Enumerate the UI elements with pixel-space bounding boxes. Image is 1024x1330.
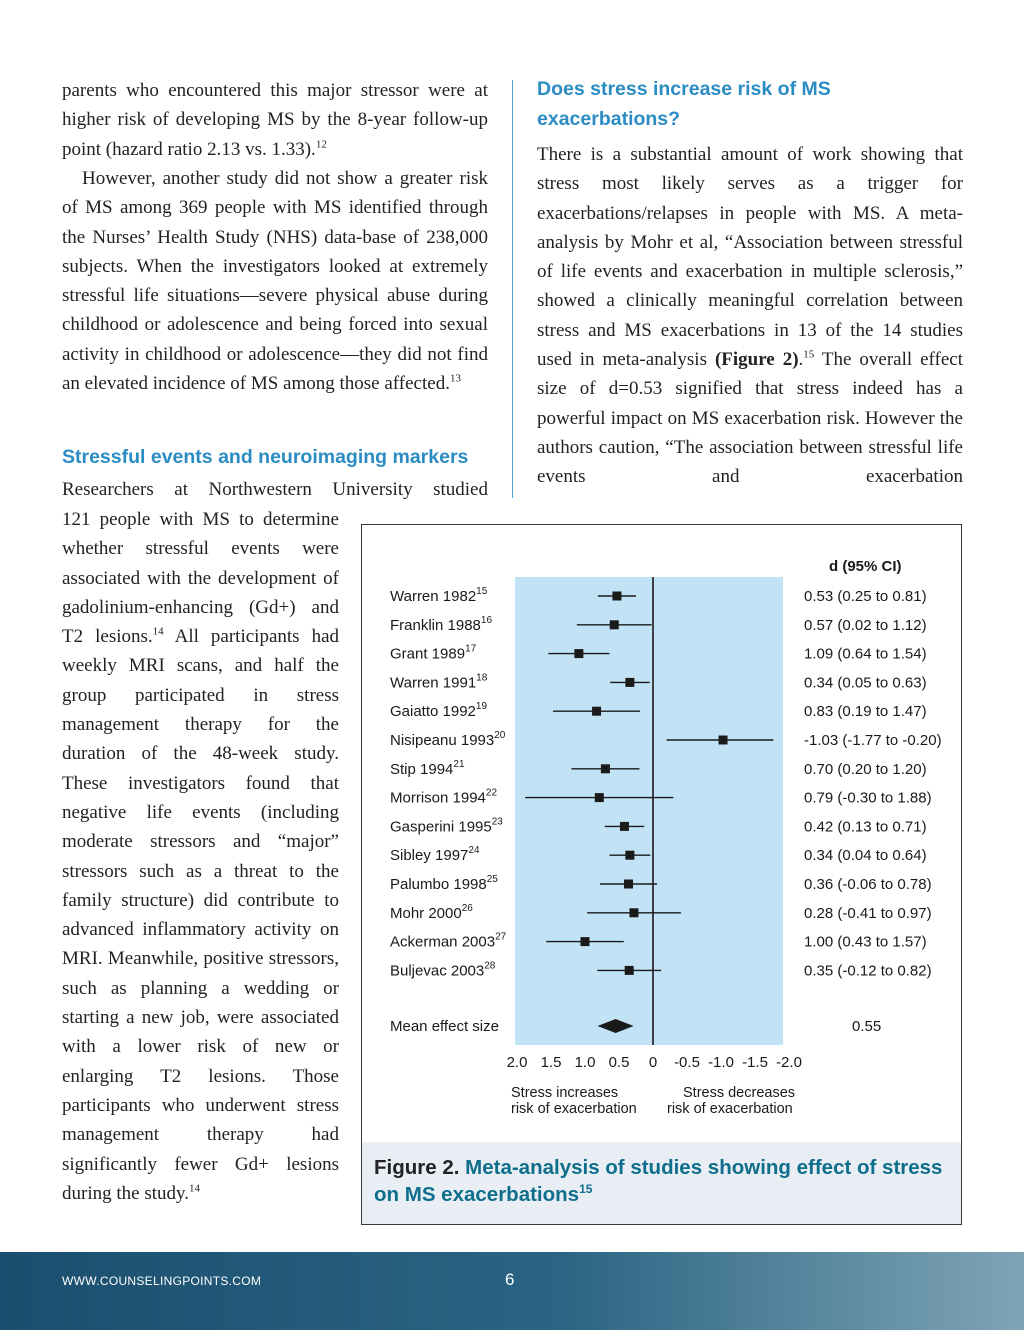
figure-caption-ref: 15 <box>579 1182 593 1197</box>
ci-value: 0.42 (0.13 to 0.71) <box>804 818 927 836</box>
study-label: Ackerman 2003$^{27}$ <box>390 931 507 951</box>
summary-value: 0.55 <box>852 1018 882 1035</box>
ci-value: 0.70 (0.20 to 1.20) <box>804 760 927 778</box>
effect-marker <box>625 678 634 687</box>
figure-2 <box>361 524 962 1225</box>
study-label: Buljevac 2003$^{28}$ <box>390 960 496 980</box>
left-paragraph-3-line: Researchers at Northwestern University studied <box>62 479 488 500</box>
page-footer <box>0 1252 1024 1330</box>
effect-marker <box>595 793 604 802</box>
ci-value: 0.57 (0.02 to 1.12) <box>804 616 927 634</box>
footer-url[interactable]: WWW.COUNSELINGPOINTS.COM <box>62 1274 262 1288</box>
ci-value: -1.03 (-1.77 to -0.20) <box>804 732 942 749</box>
x-tick-label: 2.0 <box>506 1054 528 1071</box>
study-label: Sibley 1997$^{24}$ <box>390 845 480 865</box>
effect-marker <box>601 764 610 773</box>
effect-marker <box>629 908 638 917</box>
axis-label-increases-line1: Stress increases <box>511 1085 619 1101</box>
study-label: Nisipeanu 1993$^{20}$ <box>390 730 506 749</box>
ci-value: 0.36 (-0.06 to 0.78) <box>804 876 932 893</box>
effect-marker <box>625 966 634 975</box>
ci-value: 1.00 (0.43 to 1.57) <box>804 933 927 951</box>
x-tick-label: 1.0 <box>574 1054 596 1071</box>
figure-caption-text: Meta-analysis of studies showing effect of stress on MS exacerbations <box>374 1156 943 1206</box>
study-label: Warren 1991$^{18}$ <box>390 672 488 692</box>
study-label: Grant 1989$^{17}$ <box>390 643 477 663</box>
page-number: 6 <box>505 1270 515 1289</box>
summary-label: Mean effect size <box>390 1018 499 1035</box>
study-label: Franklin 1988$^{16}$ <box>390 614 493 634</box>
plot-band <box>515 577 783 1045</box>
effect-marker <box>592 707 601 716</box>
effect-marker <box>625 851 634 860</box>
x-tick-label: -2.0 <box>776 1054 802 1071</box>
effect-marker <box>719 736 728 745</box>
x-tick-label: 0.5 <box>608 1054 630 1071</box>
ci-value: 0.53 (0.25 to 0.81) <box>804 588 927 605</box>
x-tick-label: -1.5 <box>742 1054 768 1071</box>
effect-marker <box>574 649 583 658</box>
figure-caption <box>362 1142 961 1224</box>
x-tick-label: 0 <box>648 1054 658 1071</box>
axis-label-increases-line2: risk of exacerbation <box>511 1101 637 1117</box>
left-paragraph-1: parents who encountered this major stressor were at higher risk of developing MS by the 8-year follow-up point (hazard ratio 2.13 vs. 1.33).$^{12}$ <box>62 80 488 160</box>
axis-label-decreases-line1: Stress decreases <box>683 1085 796 1101</box>
x-tick-label: -1.0 <box>708 1054 734 1071</box>
x-tick-label: 1.5 <box>540 1054 562 1071</box>
ci-column-header: d (95% CI) <box>829 558 902 575</box>
study-label: Palumbo 1998$^{25}$ <box>390 874 498 893</box>
column-divider <box>512 80 513 498</box>
effect-marker <box>624 880 633 889</box>
study-label: Gaiatto 1992$^{19}$ <box>390 701 488 721</box>
effect-marker <box>620 822 629 831</box>
section-heading-neuroimaging: Stressful events and neuroimaging markers <box>62 446 469 468</box>
left-paragraph-3-narrow: 121 people with MS to determine whether stressful events were associated with the development of gadolinium-enhancing (Gd+) and T2 lesions.$^{14}$ All participants had weekly MRI scans, and half the group participated in stress management therapy for the duration of the 48-week study. These investigators found that negative life events (including moderate stressors and “major” stressors such as a threat to the family structure) did contribute to advanced inflammatory activity on MRI. Meanwhile, positive stressors, such as planning a wedding or starting a new job, were associated with a lower risk of new or enlarging T2 lesions. Those participants who underwent stress management therapy had significantly fewer Gd+ lesions during the study.$^{14}$ <box>62 509 339 1204</box>
study-label: Stip 1994$^{21}$ <box>390 758 465 778</box>
ci-value: 0.28 (-0.41 to 0.97) <box>804 904 932 922</box>
ci-value: 0.83 (0.19 to 1.47) <box>804 703 927 721</box>
effect-marker <box>581 937 590 946</box>
section-heading-exacerbations: Does stress increase risk of MS exacerbations? <box>537 78 831 130</box>
effect-marker <box>612 592 621 601</box>
ci-value: 0.34 (0.04 to 0.64) <box>804 847 927 865</box>
forest-plot <box>362 525 960 1143</box>
study-label: Gasperini 1995$^{23}$ <box>390 816 503 836</box>
axis-label-decreases-line2: risk of exacerbation <box>667 1101 793 1117</box>
study-label: Morrison 1994$^{22}$ <box>390 787 498 807</box>
study-label: Mohr 2000$^{26}$ <box>390 902 473 922</box>
right-paragraph-1: There is a substantial amount of work showing that stress most likely serves as a trigger for exacerbations/relapses in people with MS. A meta-analysis by Mohr et al, “Association between stressful of life events and exacerbation in multiple sclerosis,” showed a clinically meaningful correlation between stress and MS exacerbations in 13 of the 14 studies used in meta-analysis (Figure 2).$^{15}$ The overall effect size of d=0.53 signified that stress indeed has a powerful impact on MS exacerbation risk. However the authors caution, “The association between stressful life events and exacerbation <box>537 144 963 488</box>
left-paragraph-2: However, another study did not show a greater risk of MS among 369 people with MS identified through the Nurses’ Health Study (NHS) data-base of 238,000 subjects. When the investigators looked at extremely stressful life situations—severe physical abuse during childhood or adolescence and being forced into sexual activity in childhood or adolescence—they did not find an elevated incidence of MS among those affected.$^{13}$ <box>62 168 488 395</box>
figure-caption-label: Figure 2. <box>374 1156 460 1179</box>
ci-value: 0.79 (-0.30 to 1.88) <box>804 789 932 807</box>
study-label: Warren 1982$^{15}$ <box>390 586 488 605</box>
ci-value: 0.35 (-0.12 to 0.82) <box>804 962 932 980</box>
effect-marker <box>610 620 619 629</box>
x-tick-label: -0.5 <box>674 1054 700 1071</box>
ci-value: 0.34 (0.05 to 0.63) <box>804 674 927 692</box>
ci-value: 1.09 (0.64 to 1.54) <box>804 645 927 663</box>
